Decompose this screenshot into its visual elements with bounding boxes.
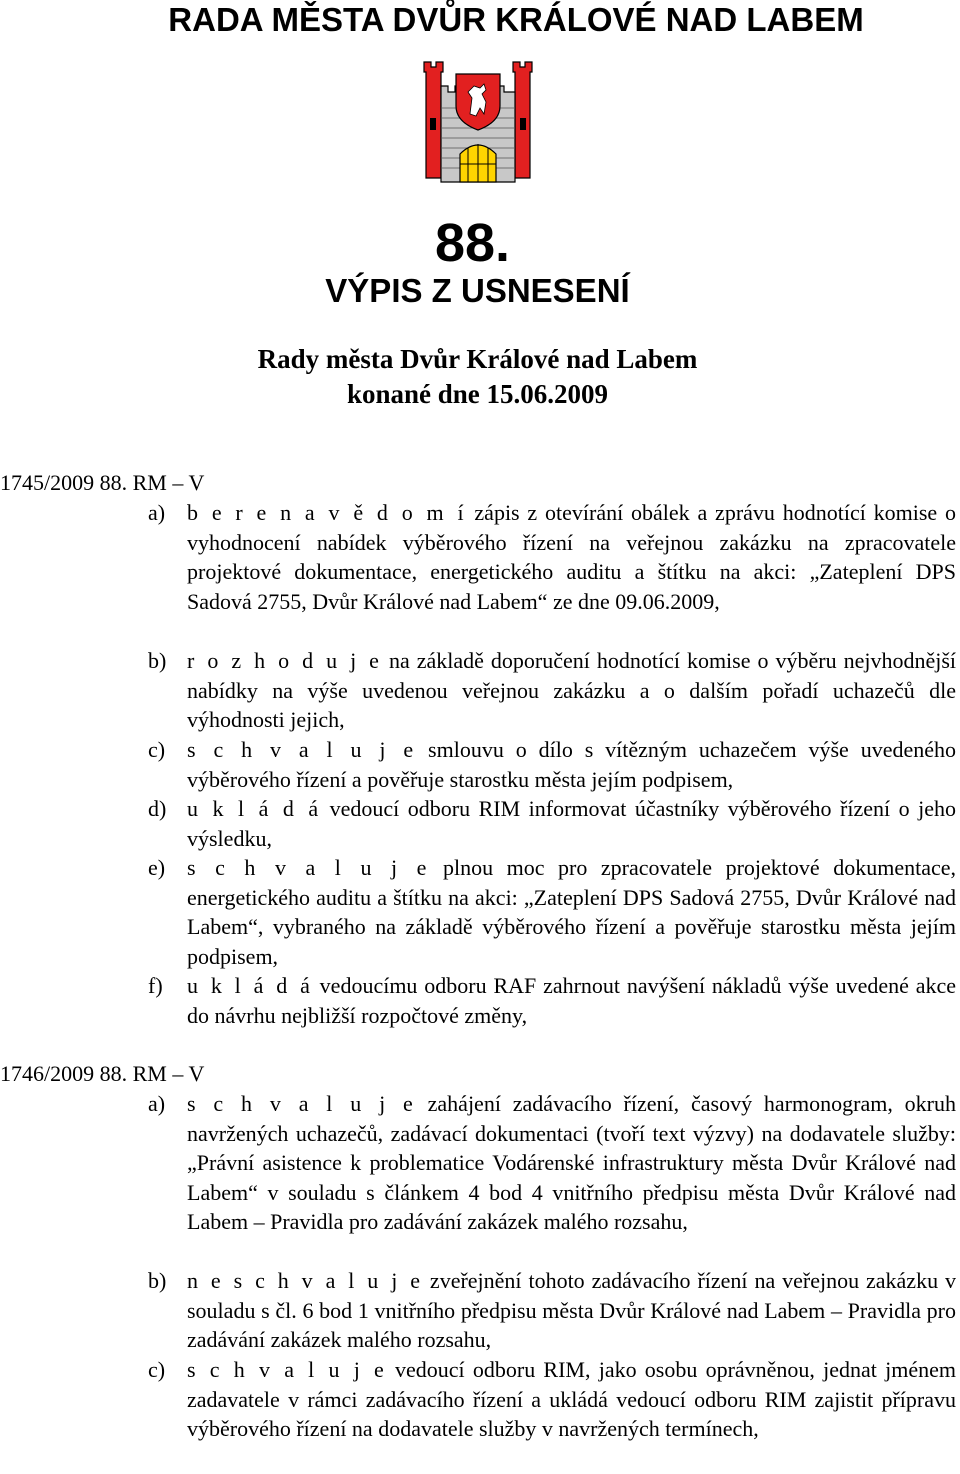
item-letter: f) xyxy=(148,973,163,998)
item-body xyxy=(187,646,956,735)
resolution-item xyxy=(148,794,956,853)
item-body xyxy=(187,1089,956,1237)
resolution-item xyxy=(148,971,956,1030)
item-body xyxy=(187,1355,956,1444)
resolution-item xyxy=(148,1266,956,1355)
item-verb: r o z h o d u j e xyxy=(187,648,382,673)
item-letter: b) xyxy=(148,1268,167,1293)
item-letter: e) xyxy=(148,855,166,880)
item-body xyxy=(187,971,956,1030)
resolution-item xyxy=(148,1089,956,1237)
subtitle-date: konané dne 15.06.2009 xyxy=(346,379,609,409)
item-verb: b e r e n a v ě d o m í xyxy=(187,500,467,525)
item-text: smlouvu o dílo s vítězným uchazečem výše uvedeného výběrového řízení a pověřuje starostku města jejím podpisem, xyxy=(187,737,956,792)
item-letter: c) xyxy=(148,1357,166,1382)
item-body xyxy=(187,1266,956,1355)
item-verb: s c h v a l u j e xyxy=(187,1357,387,1382)
item-text: zveřejnění tohoto zadávacího řízení na veřejnou zakázku v souladu s čl. 6 bod 1 vnitřního předpisu města Dvůr Králové nad Labem – Pravidla pro zadávání zakázek malého rozsahu, xyxy=(187,1268,956,1352)
resolution-item xyxy=(148,646,956,735)
resolution-item xyxy=(148,1355,956,1444)
item-text: na základě doporučení hodnotící komise o výběru nejvhodnější nabídky na výše uvedenou veřejnou zakázku a o dalším pořadí uchazečů dle výhodnosti jejich, xyxy=(187,648,957,732)
item-text: vedoucí odboru RIM informovat účastníky výběrového řízení o jeho výsledku, xyxy=(187,796,956,851)
item-letter: c) xyxy=(148,737,166,762)
city-coat-of-arms-icon xyxy=(420,58,536,186)
item-verb: u k l á d á xyxy=(187,973,313,998)
item-letter: a) xyxy=(148,1091,166,1116)
resolution-header: 1745/2009 88. RM – V xyxy=(0,470,205,495)
item-letter: d) xyxy=(148,796,167,821)
resolution-item xyxy=(148,853,956,971)
item-verb: u k l á d á xyxy=(187,796,322,821)
item-verb: s c h v a l u j e xyxy=(187,737,417,762)
item-verb: s c h v a l u j e xyxy=(187,1091,416,1116)
item-text: plnou moc pro zpracovatele projektové dokumentace, energetického auditu a štítku na akci: „Zateplení DPS Sadová 2755, Dvůr Králové nad Labem“, vybraného na základě výběrového řízení a pověřuje starostku města jejím podpisem, xyxy=(187,855,956,969)
item-letter: a) xyxy=(148,500,166,525)
document-type: VÝPIS Z USNESENÍ xyxy=(325,272,630,309)
item-text: zahájení zadávacího řízení, časový harmonogram, okruh navržených uchazečů, zadávací dokumentaci (tvoří text výzvy) na dodavatele služby: „Právní asistence k problematice Vodárenské infrastruktury města Dvůr Králové nad Labem“ v souladu s článkem 4 bod 4 vnitřního předpisu města Dvůr Králové nad Labem – Pravidla pro zadávání zakázek malého rozsahu, xyxy=(187,1091,956,1234)
resolution-item xyxy=(148,735,956,794)
subtitle-council: Rady města Dvůr Králové nad Labem xyxy=(257,344,698,374)
item-letter: b) xyxy=(148,648,167,673)
session-number: 88. xyxy=(434,213,511,273)
item-verb: s c h v a l u j e xyxy=(187,855,430,880)
item-text: vedoucímu odboru RAF zahrnout navýšení nákladů výše uvedené akce do návrhu nejbližší rozpočtové změny, xyxy=(187,973,956,1028)
item-text: vedoucí odboru RIM, jako osobu oprávněnou, jednat jménem zadavatele v rámci zadávacího řízení a ukládá vedoucí odboru RIM zajistit přípravu výběrového řízení na dodavatele služby v navržených termínech, xyxy=(187,1357,956,1441)
resolution-header: 1746/2009 88. RM – V xyxy=(0,1061,205,1086)
item-text: zápis z otevírání obálek a zprávu hodnotící komise o vyhodnocení nabídek výběrového řízení na veřejnou zakázku na zpracovatele projektové dokumentace, energetického auditu a štítku na akci: „Zateplení DPS Sadová 2755, Dvůr Králové nad Labem“ ze dne 09.06.2009, xyxy=(187,500,957,614)
item-body xyxy=(187,498,956,616)
item-body xyxy=(187,794,956,853)
council-title: RADA MĚSTA DVŮR KRÁLOVÉ NAD LABEM xyxy=(168,1,864,38)
resolution-item xyxy=(148,498,956,616)
item-body xyxy=(187,735,956,794)
item-body xyxy=(187,853,956,971)
item-verb: n e s c h v a l u j e xyxy=(187,1268,424,1293)
